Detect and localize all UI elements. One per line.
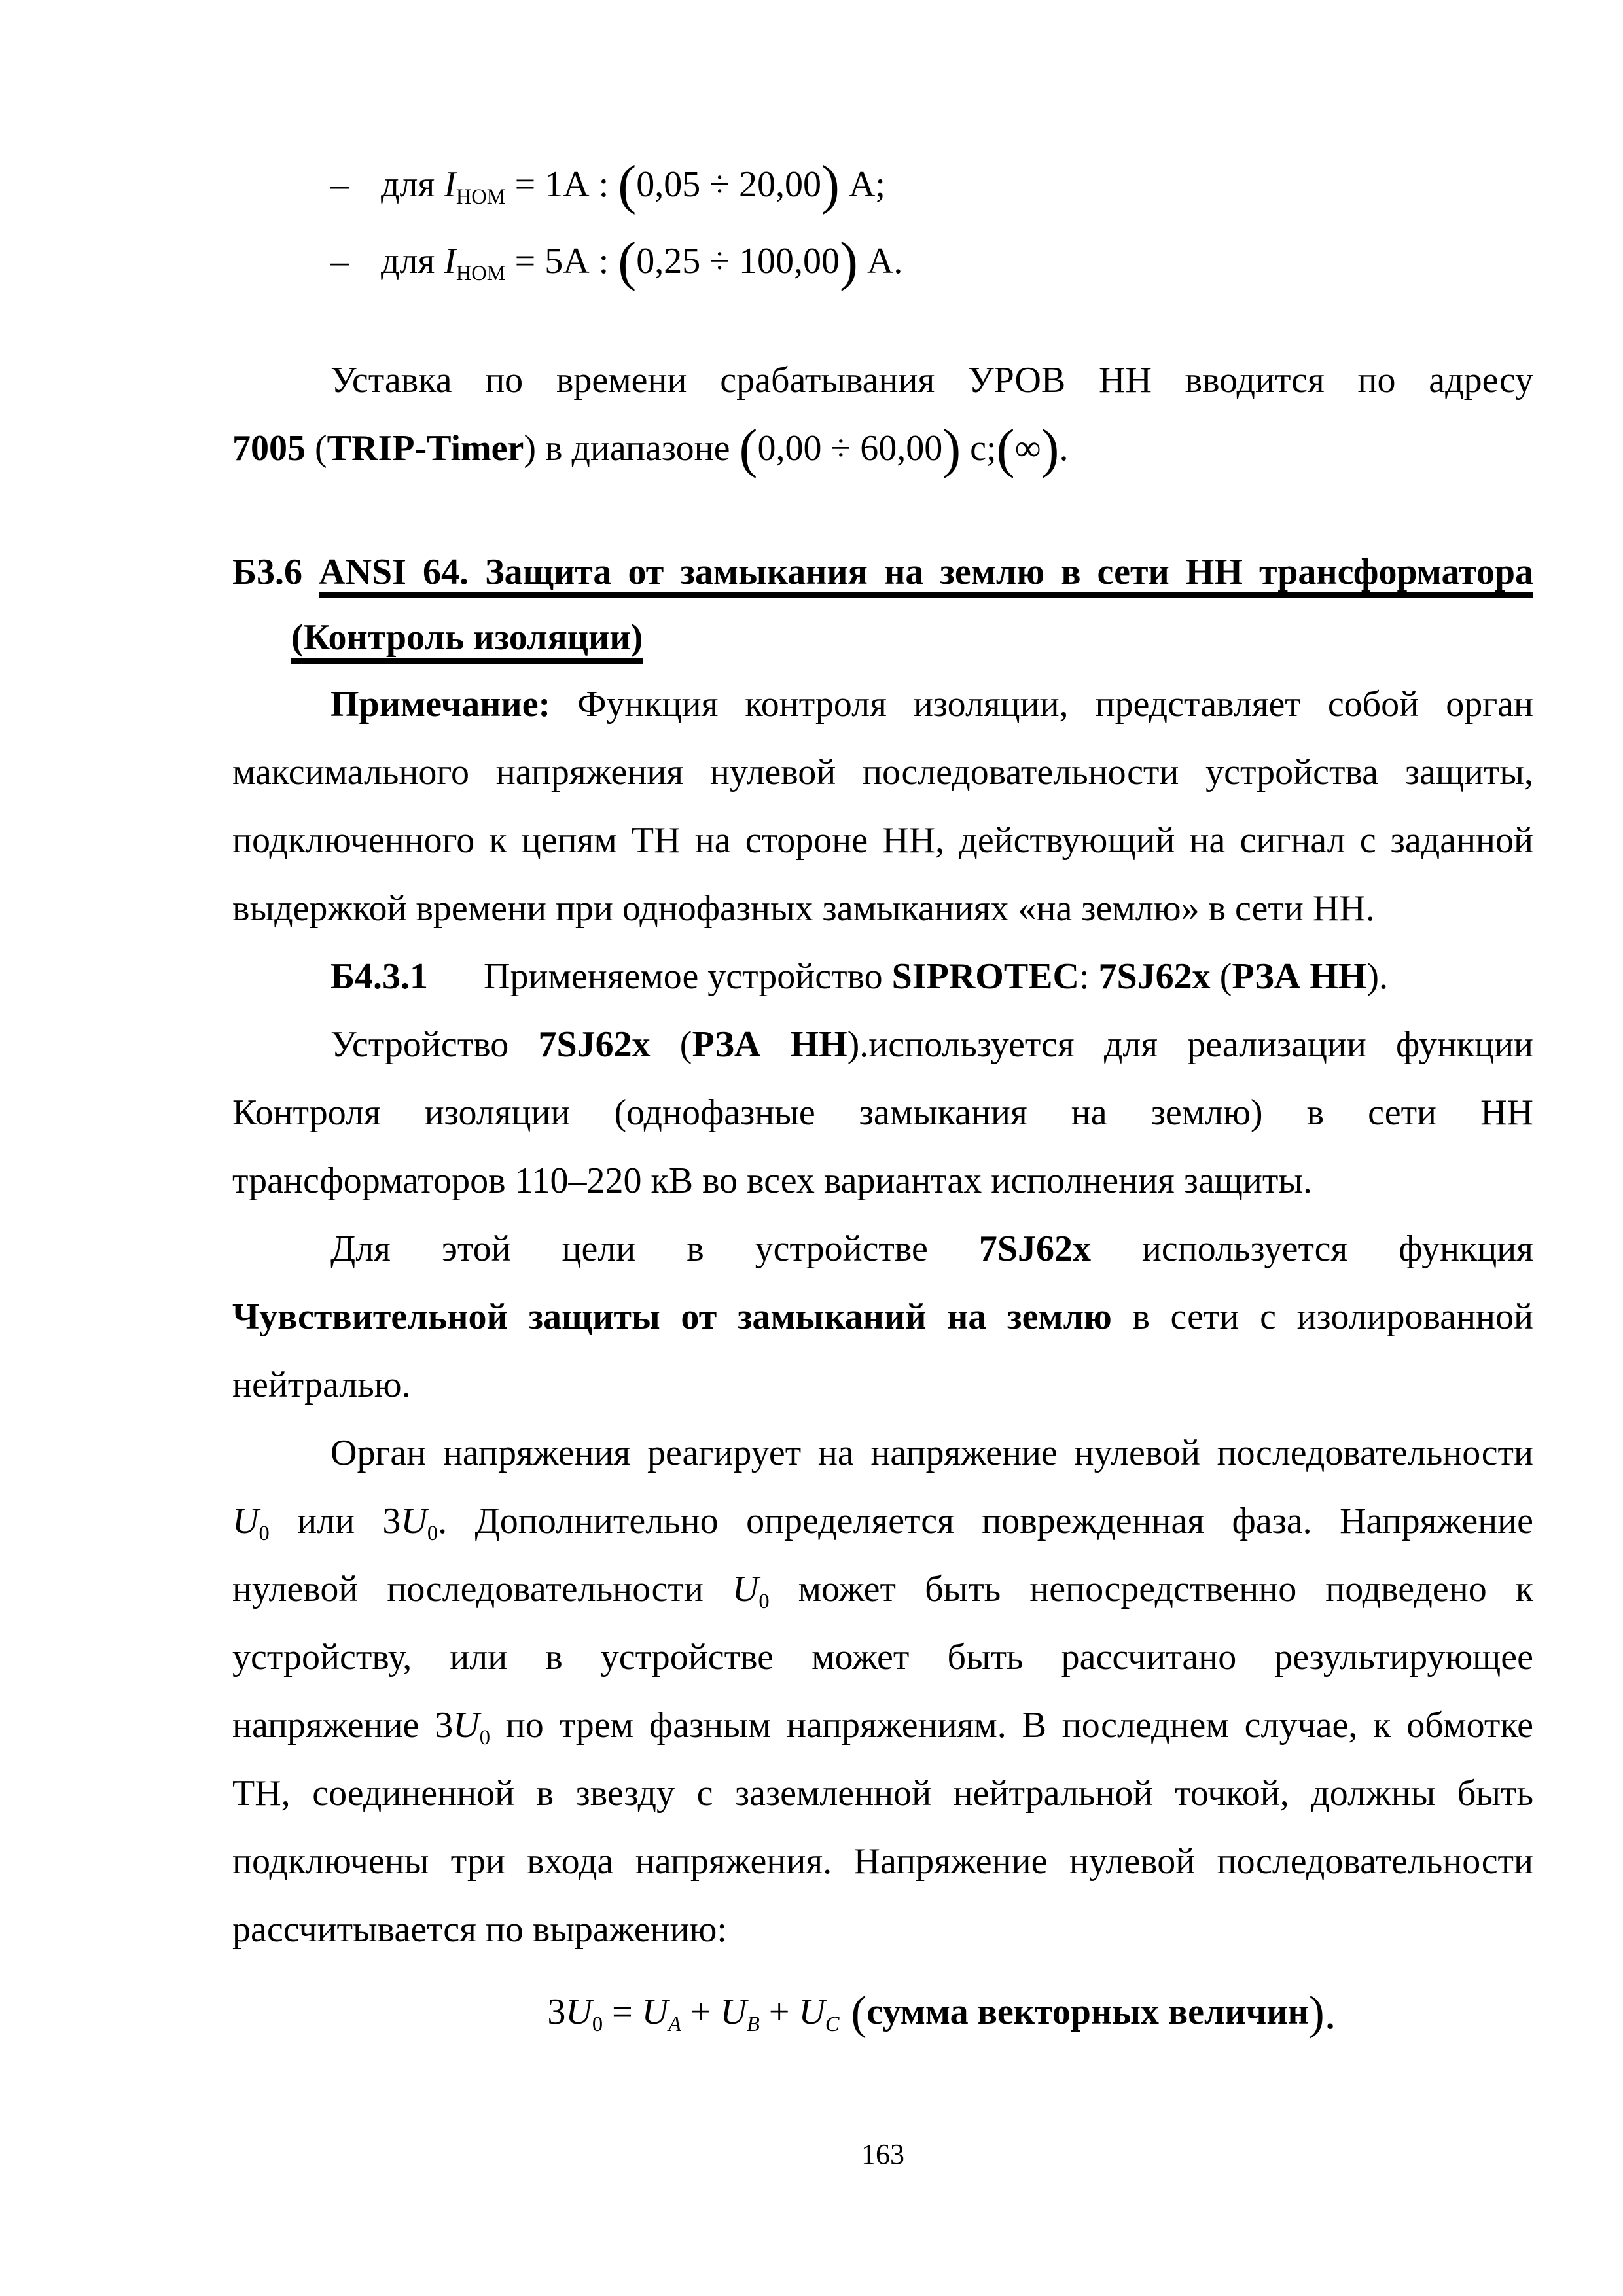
function-name-bold: Чувствительной защиты от замыканий на землю — [232, 1297, 1112, 1337]
subscript-b: B — [747, 2013, 760, 2037]
text-run: устройству, или в устройстве может быть рассчитано результирующее — [232, 1637, 1533, 1677]
device-model: 7SJ62x — [978, 1229, 1091, 1269]
math-var-u: U — [641, 1992, 669, 2032]
text-run: Уставка по времени срабатывания УРОВ НН вводится по адресу — [330, 360, 1533, 401]
text-run: рассчитывается по выражению: — [232, 1909, 727, 1950]
math-var-u: U — [232, 1501, 259, 1541]
bullet-line — [232, 227, 1533, 295]
device-model: 7SJ62x — [538, 1024, 651, 1065]
section-heading-b36 — [232, 539, 1533, 670]
paragraph-line — [232, 1623, 1533, 1691]
open-paren: ( — [739, 418, 758, 480]
close-paren: ). — [1308, 1986, 1336, 2039]
paragraph-line — [232, 1759, 1533, 1827]
subscript-zero: 0 — [479, 1726, 490, 1750]
text-run: ). — [1366, 956, 1389, 997]
text-run: ( — [650, 1024, 692, 1065]
bullet-item-inom-5a — [232, 227, 1533, 295]
text-run: = 5А : — [505, 241, 618, 281]
paragraph-line — [232, 942, 1533, 1011]
paragraph-line — [232, 1895, 1533, 1964]
subscript-zero: 0 — [259, 1522, 270, 1546]
text-run: нейтралью. — [232, 1365, 411, 1405]
text-run: или 3 — [269, 1501, 401, 1541]
paragraph-line — [232, 1827, 1533, 1895]
text-run: для — [381, 241, 444, 281]
math-var-u: U — [453, 1705, 480, 1746]
text-run: подключенного к цепям ТН на стороне НН, действующий на сигнал с заданной — [232, 820, 1533, 861]
text-run: = 1А : — [505, 164, 618, 205]
math-var-i: I — [444, 241, 456, 281]
range-value: 0,05 ÷ 20,00 — [636, 164, 821, 205]
math-var-u: U — [732, 1569, 759, 1609]
page-number — [232, 2135, 1533, 2174]
math-var-u: U — [798, 1992, 825, 2032]
heading-number: Б3.6 — [232, 552, 303, 592]
equals-sign: = — [603, 1992, 642, 2032]
text-run: выдержкой времени при однофазных замыканиях «на землю» в сети НН. — [232, 888, 1375, 929]
device-model: 7SJ62x — [1098, 956, 1211, 997]
subscript-nom: НОМ — [455, 185, 506, 209]
paragraph-line — [232, 1147, 1533, 1215]
paragraph-line — [232, 1215, 1533, 1283]
unit-run: А. — [857, 241, 903, 281]
paragraph-organ — [232, 1419, 1533, 1964]
text-run: подключены три входа напряжения. Напряжение нулевой последовательности — [232, 1841, 1533, 1882]
text-run: ТН, соединенной в звезду с заземленной нейтральной точкой, должны быть — [232, 1773, 1533, 1814]
infinity-symbol: ∞ — [1014, 428, 1041, 469]
math-var-u: U — [565, 1992, 592, 2032]
address-code: 7005 — [232, 428, 306, 469]
bullet-line — [232, 151, 1533, 219]
text-run: по трем фазным напряжениям. В последнем случае, к обмотке — [490, 1705, 1533, 1746]
paragraph-line — [232, 1487, 1533, 1555]
bullet-item-inom-1a — [232, 151, 1533, 219]
page-number-value: 163 — [861, 2138, 904, 2170]
siprotec-label: SIPROTEC — [891, 956, 1079, 997]
text-run: может быть непосредственно подведено к — [769, 1569, 1533, 1609]
math-var-u: U — [720, 1992, 747, 2032]
text-run: ( — [1210, 956, 1232, 997]
text-run: Устройство — [330, 1024, 539, 1065]
unit-run: А; — [839, 164, 885, 205]
text-run: напряжение 3 — [232, 1705, 454, 1746]
close-paren: ) — [821, 154, 840, 216]
open-paren: ( — [618, 231, 637, 293]
close-paren: ) — [942, 418, 961, 480]
rza-nn-label: РЗА НН — [1232, 956, 1367, 997]
paragraph-line — [232, 1351, 1533, 1419]
open-paren: ( — [618, 154, 637, 216]
formula-3u0 — [232, 1978, 1533, 2046]
paragraph-ustavka — [232, 346, 1533, 482]
paragraph-note — [232, 670, 1533, 942]
text-run: максимального напряжения нулевой последовательности устройства защиты, — [232, 752, 1533, 793]
heading-line-2 — [232, 605, 1533, 670]
note-label: Примечание: — [330, 684, 551, 725]
formula-note-bold: сумма векторных величин — [866, 1992, 1309, 2032]
text-run: используется функция — [1090, 1229, 1533, 1269]
dash-bullet-icon: – — [330, 164, 349, 205]
clause-number: Б4.3.1 — [330, 956, 429, 997]
range-value: 0,00 ÷ 60,00 — [757, 428, 943, 469]
text-run: Функция контроля изоляции, представляет собой орган — [550, 684, 1533, 725]
paragraph-device — [232, 1011, 1533, 1215]
subscript-zero: 0 — [758, 1590, 770, 1614]
paragraph-line — [232, 1079, 1533, 1147]
paragraph-line — [232, 346, 1533, 414]
plus-sign: + — [759, 1992, 799, 2032]
text-run: ) в диапазоне — [524, 428, 740, 469]
paragraph-line — [232, 1555, 1533, 1623]
open-paren: ( — [996, 418, 1015, 480]
text-run: нулевой последовательности — [232, 1569, 732, 1609]
subscript-c: C — [825, 2013, 840, 2037]
formula-line — [350, 1978, 1533, 2046]
heading-line-1 — [232, 539, 1533, 605]
text-run: Контроля изоляции (однофазные замыкания на землю) в сети НН — [232, 1092, 1533, 1133]
subscript-zero: 0 — [427, 1522, 438, 1546]
paragraph-line — [232, 1691, 1533, 1759]
paragraph-b431 — [232, 942, 1533, 1011]
text-run: Орган напряжения реагирует на напряжение нулевой последовательности — [330, 1433, 1533, 1473]
heading-title-continued: (Контроль изоляции) — [291, 617, 643, 658]
heading-title: ANSI 64. Защита от замыкания на землю в сети НН трансформатора — [319, 552, 1534, 592]
paragraph-line — [232, 806, 1533, 874]
paragraph-goal — [232, 1215, 1533, 1419]
plus-sign: + — [681, 1992, 721, 2032]
text-run: . Дополнительно определяется поврежденная фаза. Напряжение — [438, 1501, 1533, 1541]
range-value: 0,25 ÷ 100,00 — [636, 241, 840, 281]
paragraph-line — [232, 670, 1533, 738]
paragraph-line — [232, 1283, 1533, 1351]
text-run: трансформаторов 110–220 кВ во всех вариантах исполнения защиты. — [232, 1160, 1312, 1201]
math-var-i: I — [444, 164, 456, 205]
text-run: ( — [306, 428, 327, 469]
close-paren: ) — [1041, 418, 1060, 480]
subscript-a: A — [668, 2013, 681, 2037]
text-run: Применяемое устройство — [484, 956, 892, 997]
paragraph-line — [232, 1419, 1533, 1487]
trip-timer-label: TRIP-Timer — [327, 428, 524, 469]
paragraph-line — [232, 874, 1533, 942]
text-run: : — [1079, 956, 1099, 997]
text-run: в сети с изолированной — [1111, 1297, 1533, 1337]
close-paren: ) — [839, 231, 858, 293]
text-run: для — [381, 164, 444, 205]
paragraph-line — [232, 1011, 1533, 1079]
paragraph-line — [232, 414, 1533, 482]
paragraph-line — [232, 738, 1533, 806]
subscript-nom: НОМ — [455, 262, 506, 286]
open-paren: ( — [839, 1986, 867, 2039]
rza-nn-label: РЗА НН — [692, 1024, 847, 1065]
subscript-zero: 0 — [592, 2013, 603, 2037]
text-run: 3 — [547, 1992, 566, 2032]
text-run: ).используется для реализации функции — [847, 1024, 1534, 1065]
math-var-u: U — [401, 1501, 427, 1541]
text-run: с; — [961, 428, 997, 469]
dash-bullet-icon: – — [330, 241, 349, 281]
text-run: . — [1059, 428, 1069, 469]
text-run: Для этой цели в устройстве — [330, 1229, 979, 1269]
